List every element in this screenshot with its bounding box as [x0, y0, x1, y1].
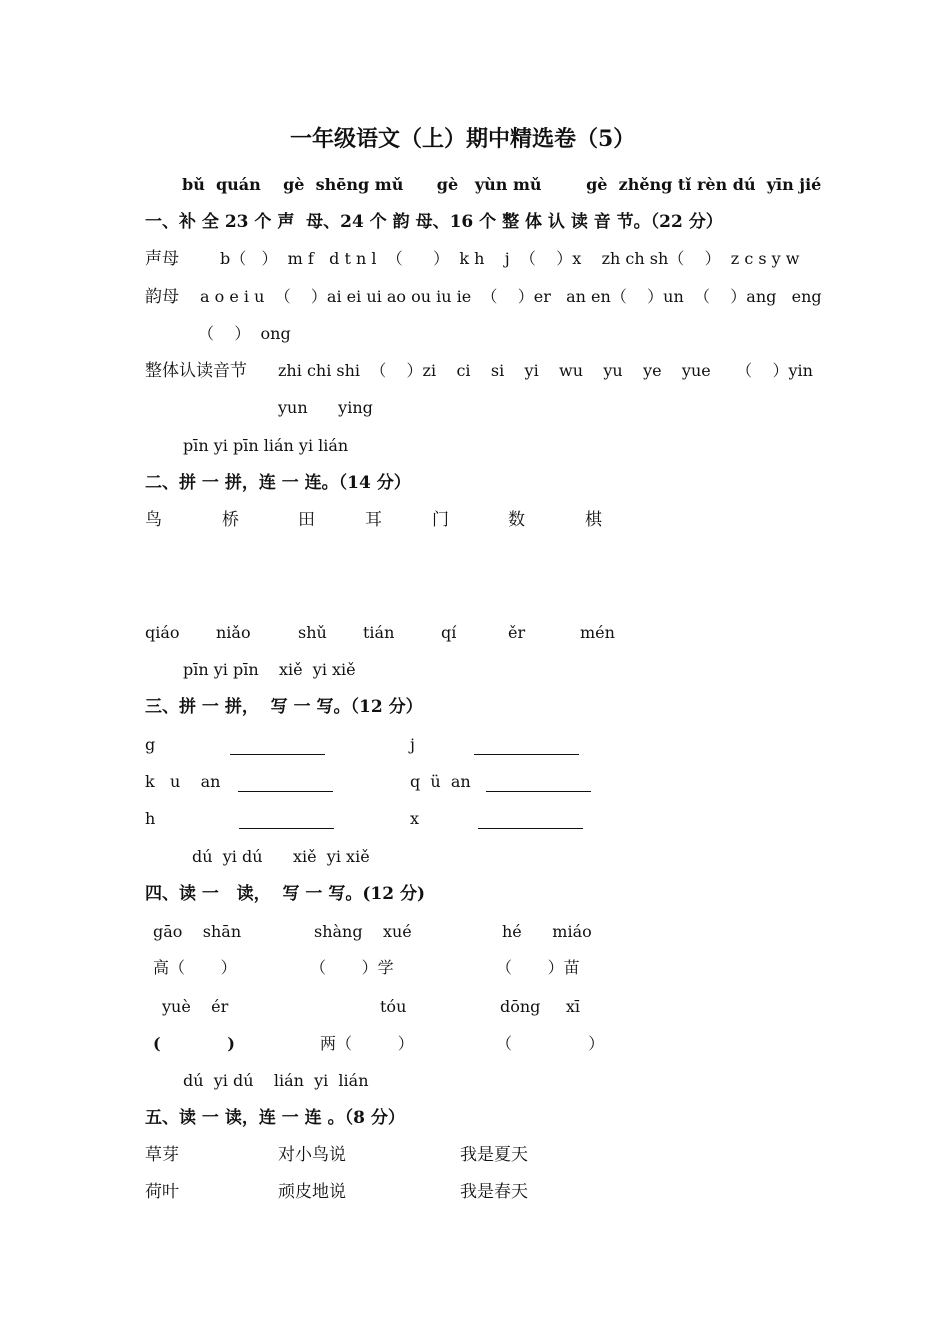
word-hanzi: （ ） — [496, 1034, 605, 1053]
shengmu-row: b（ ） m f d t n l （ ） k h j （ ）x zh ch sh（ ） z c s y w — [220, 249, 800, 268]
pinyin-duyidu-lian: dú yi dú lián yi lián — [183, 1071, 369, 1090]
match-item: 我是春天 — [460, 1182, 528, 1202]
answer-blank[interactable] — [478, 814, 583, 829]
word-hanzi: （ ）苗 — [496, 958, 580, 977]
spell-item: g — [145, 735, 156, 754]
match-item: 草芽 — [145, 1145, 179, 1165]
char-item: 数 — [508, 510, 525, 530]
answer-blank[interactable] — [474, 740, 579, 755]
match-item: 我是夏天 — [460, 1145, 528, 1165]
char-item: 耳 — [365, 510, 382, 530]
match-item: 荷叶 — [145, 1182, 179, 1202]
answer-blank[interactable] — [239, 814, 334, 829]
char-item: 门 — [432, 510, 449, 530]
pinyin-item: qí — [441, 623, 457, 642]
section3-heading: 三、拼 一 拼， 写 一 写。（12 分） — [145, 697, 423, 717]
pinyin-item: shǔ — [298, 623, 327, 642]
spell-item: q ü an — [410, 772, 471, 791]
char-item: 棋 — [585, 510, 602, 530]
answer-blank[interactable] — [486, 777, 591, 792]
pinyin-item: tián — [363, 623, 395, 642]
word-hanzi: （ ）学 — [310, 958, 394, 977]
word-pinyin: dōng xī — [500, 997, 580, 1016]
word-pinyin: hé miáo — [502, 922, 592, 941]
zhengti-row: zhi chi shi （ ）zi ci si yi wu yu ye yue （ ）yin — [278, 361, 813, 380]
word-pinyin: yuè ér — [162, 997, 229, 1016]
answer-blank[interactable] — [238, 777, 333, 792]
spell-item: x — [410, 809, 420, 828]
yunmu-label: 韵母 — [145, 287, 179, 307]
word-pinyin: tóu — [380, 997, 407, 1016]
zhengti-label: 整体认读音节 — [145, 361, 247, 381]
pinyin-item: mén — [580, 623, 615, 642]
word-hanzi: ( ) — [153, 1034, 235, 1053]
match-item: 对小鸟说 — [278, 1145, 346, 1165]
section5-heading: 五、读 一 读，连 一 连 。（8 分） — [145, 1108, 405, 1128]
word-hanzi: 两（ ） — [320, 1034, 414, 1053]
char-item: 鸟 — [145, 510, 162, 530]
pinyin-item: niǎo — [216, 623, 251, 642]
yunmu-row: a o e i u （ ）ai ei ui ao ou iu ie （ ）er an en（ ）un （ ）ang eng — [200, 287, 822, 306]
pinyin-xieyixie: pīn yi pīn xiě yi xiě — [183, 660, 356, 679]
page-title: 一年级语文（上）期中精选卷（5） — [290, 126, 636, 152]
answer-blank[interactable] — [230, 740, 325, 755]
section1-heading: 一、补 全 23 个 声 母、24 个 韵 母、16 个 整 体 认 读 音 节。（22 分） — [145, 212, 723, 232]
pinyin-lianyilian: pīn yi pīn lián yi lián — [183, 436, 349, 455]
pinyin-item: ěr — [508, 623, 526, 642]
match-item: 顽皮地说 — [278, 1182, 346, 1202]
pinyin-header: bǔ quán gè shēng mǔ gè yùn mǔ gè zhěng tǐ rèn dú yīn jié — [182, 175, 822, 194]
zhengti-row2: yun ying — [278, 398, 373, 417]
section4-heading: 四、读 一 读， 写 一 写。(12 分) — [145, 884, 426, 904]
word-pinyin: gāo shān — [153, 922, 242, 941]
word-hanzi: 高（ ） — [153, 958, 237, 977]
word-pinyin: shàng xué — [314, 922, 412, 941]
pinyin-item: qiáo — [145, 623, 180, 642]
char-item: 田 — [298, 510, 315, 530]
pinyin-duyidu: dú yi dú xiě yi xiě — [192, 847, 370, 866]
char-item: 桥 — [222, 510, 239, 530]
spell-item: j — [410, 735, 415, 754]
spell-item: k u an — [145, 772, 221, 791]
shengmu-label: 声母 — [145, 249, 179, 269]
yunmu-row2: （ ） ong — [198, 324, 291, 343]
spell-item: h — [145, 809, 156, 828]
section2-heading: 二、拼 一 拼，连 一 连。（14 分） — [145, 473, 411, 493]
